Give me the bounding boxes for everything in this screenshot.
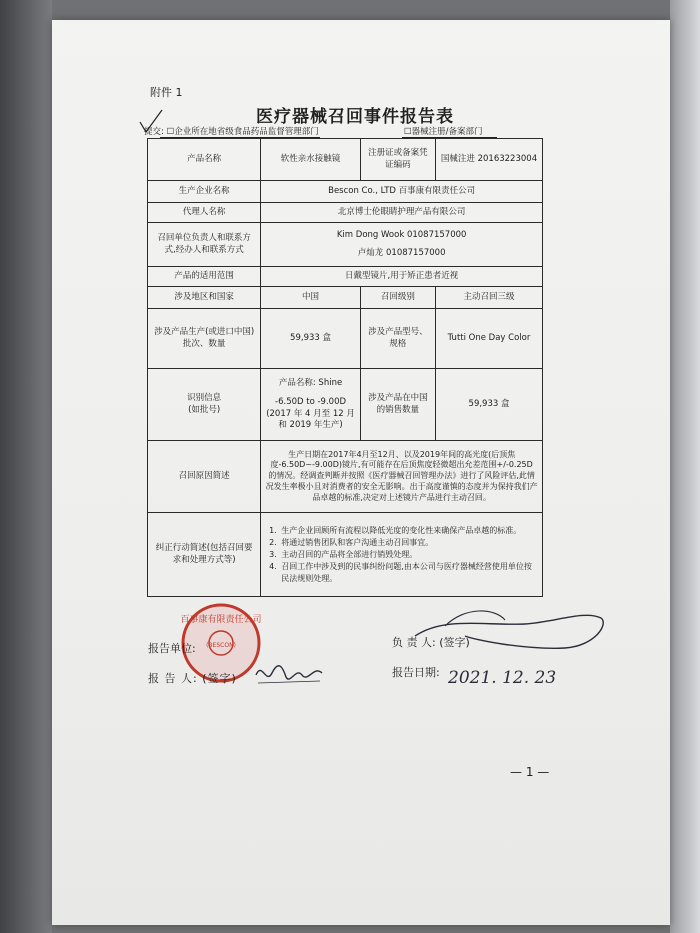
value-cell: 国械注进 20163223004 [436,139,543,181]
label-cell: 涉及产品型号、规格 [360,309,435,369]
label-cell: 召回级别 [360,287,435,309]
corrective-actions-list [265,525,538,585]
label-line: (如批号) [188,404,221,415]
table-row [148,309,543,369]
value-cell: 日戴型镜片,用于矫正患者近视 [261,267,543,287]
recall-reason-text: 生产日期在2017年4月至12月、以及2019年间的高光度(后顶焦度-6.50D~-9.00D)镜片,有可能存在后顶焦度轻微超出允差范围+/-0.25D 的情况。经调查判断并按照《医疗器械召回管理办法》进行了风险评估,此情况发生率极小且对消费者的安全无影响。出于高度谨慎的态度并为保持我们产品卓越的标准,决定对上述镜片产品进行主动召回。 [261,441,543,513]
table-row [148,267,543,287]
list-item: 1. 生产企业回顾所有流程以降低光度的变化性来确保产品卓越的标准。 [279,525,538,537]
table-row [148,369,543,441]
list-item: 3. 主动召回的产品将全部进行销毁处理。 [279,549,538,561]
label-cell: 生产企业名称 [148,181,261,203]
ident-line: (2017 年 4 月至 12 月和 2019 年生产) [266,408,355,430]
ident-line: -6.50D to -9.00D [275,397,347,408]
label-cell: 涉及产品生产(或进口中国)批次、数量 [148,309,261,369]
label-cell: 产品名称 [148,139,261,181]
label-cell: 涉及地区和国家 [148,287,261,309]
label-cell: 召回单位负责人和联系方式,经办人和联系方式 [148,223,261,267]
reporter-signature [250,655,330,691]
corrective-actions-cell [261,513,543,597]
recall-report-table [147,138,543,597]
label-cell: 代理人名称 [148,203,261,223]
value-cell: Bescon Co., LTD 百事康有限责任公司 [261,181,543,203]
value-cell: 中国 [261,287,360,309]
contact-line: 卢灿龙 01087157000 [357,247,446,258]
reporter-label: 报 告 人: (签字) [148,672,237,685]
table-row [148,287,543,309]
value-cell: 59,933 盒 [436,369,543,441]
label-cell [148,369,261,441]
page-number: — 1 — [510,765,550,779]
label-cell: 注册证或备案凭证编码 [360,139,435,181]
value-cell: Tutti One Day Color [436,309,543,369]
value-cell [261,223,543,267]
value-cell [261,369,360,441]
submit-option-provincial: ☐企业所在地省级食品药品监督管理部门 [166,127,319,137]
table-row [148,513,543,597]
stamp-text: 百事康有限责任公司 [180,615,262,625]
label-cell: 涉及产品在中国的销售数量 [360,369,435,441]
list-item: 4. 召回工作中涉及到的民事纠纷问题,由本公司与医疗器械经营使用单位按民法规则处理。 [279,561,538,585]
table-row [148,139,543,181]
attachment-label: 附件 1 [150,86,183,99]
value-cell: 北京博士伦眼睛护理产品有限公司 [261,203,543,223]
ident-line: 产品名称: Shine [278,377,343,388]
label-cell: 召回原因简述 [148,441,261,513]
report-unit-label: 报告单位: [148,642,196,655]
value-cell: 59,933 盒 [261,309,360,369]
responsible-label: 负 责 人: (签字) [392,636,470,649]
document-title: 医疗器械召回事件报告表 [256,107,454,127]
table-row [148,441,543,513]
list-item: 2. 将通过销售团队和客户沟通主动召回事宜。 [279,537,538,549]
value-cell: 主动召回三级 [436,287,543,309]
submit-row [144,125,544,137]
stamp-center-text: (BESCON) [206,642,236,649]
table-row [148,203,543,223]
handwritten-date: 2021. 12. 23 [448,668,557,688]
label-cell: 纠正行动简述(包括召回要求和处理方式等) [148,513,261,597]
submit-label: 提交: [144,127,164,137]
report-date-label: 报告日期: [392,666,440,679]
label-cell: 产品的适用范围 [148,267,261,287]
label-line: 识别信息 [187,393,222,404]
value-cell: 软性亲水接触镜 [261,139,360,181]
scan-background-right [670,0,700,933]
contact-line: Kim Dong Wook 01087157000 [336,230,467,241]
scan-background-left [0,0,52,933]
responsible-signature [405,596,615,666]
submit-option-registration: ☐器械注册/备案部门 [404,127,483,137]
table-row [148,223,543,267]
table-row [148,181,543,203]
